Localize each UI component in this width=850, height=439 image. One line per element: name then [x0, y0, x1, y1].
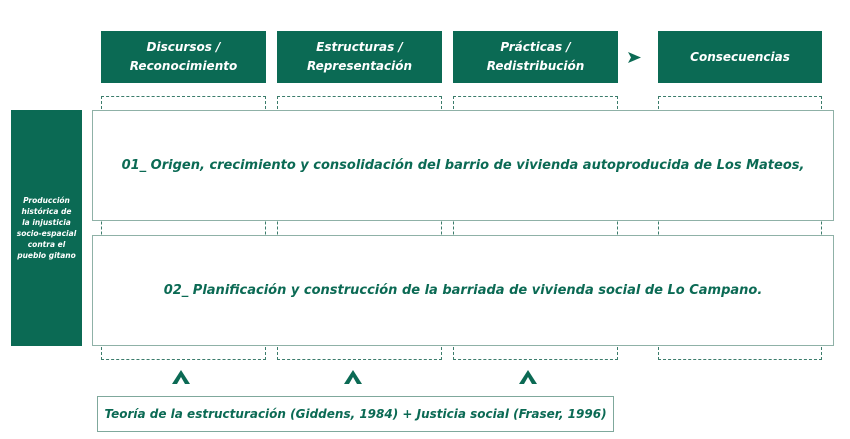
row-01	[92, 110, 834, 221]
header-practicas: Prácticas / Redistribución	[453, 31, 618, 83]
header-estructuras: Estructuras / Representación	[277, 31, 442, 83]
row-02-text: 02_ Planificación y construcción de la barriada de vivienda social de Lo Campano.	[163, 283, 763, 298]
arrow-right-icon	[627, 50, 642, 65]
header-consecuencias: Consecuencias	[658, 31, 822, 83]
row-02	[92, 235, 834, 346]
chevron-up-icon	[344, 370, 362, 384]
header-discursos: Discursos / Reconocimiento	[101, 31, 266, 83]
theory-box	[97, 396, 614, 432]
chevron-up-icon	[519, 370, 537, 384]
row-01-text: 01_ Origen, crecimiento y consolidación del barrio de vivienda autoproducida de Los Mateos,	[121, 158, 805, 173]
side-label: Producción histórica de la injusticia socio-espacial contra el pueblo gitano	[11, 110, 82, 346]
chevron-up-icon	[172, 370, 190, 384]
theory-label: Teoría de la estructuración (Giddens, 1984) + Justicia social (Fraser, 1996)	[104, 407, 607, 421]
